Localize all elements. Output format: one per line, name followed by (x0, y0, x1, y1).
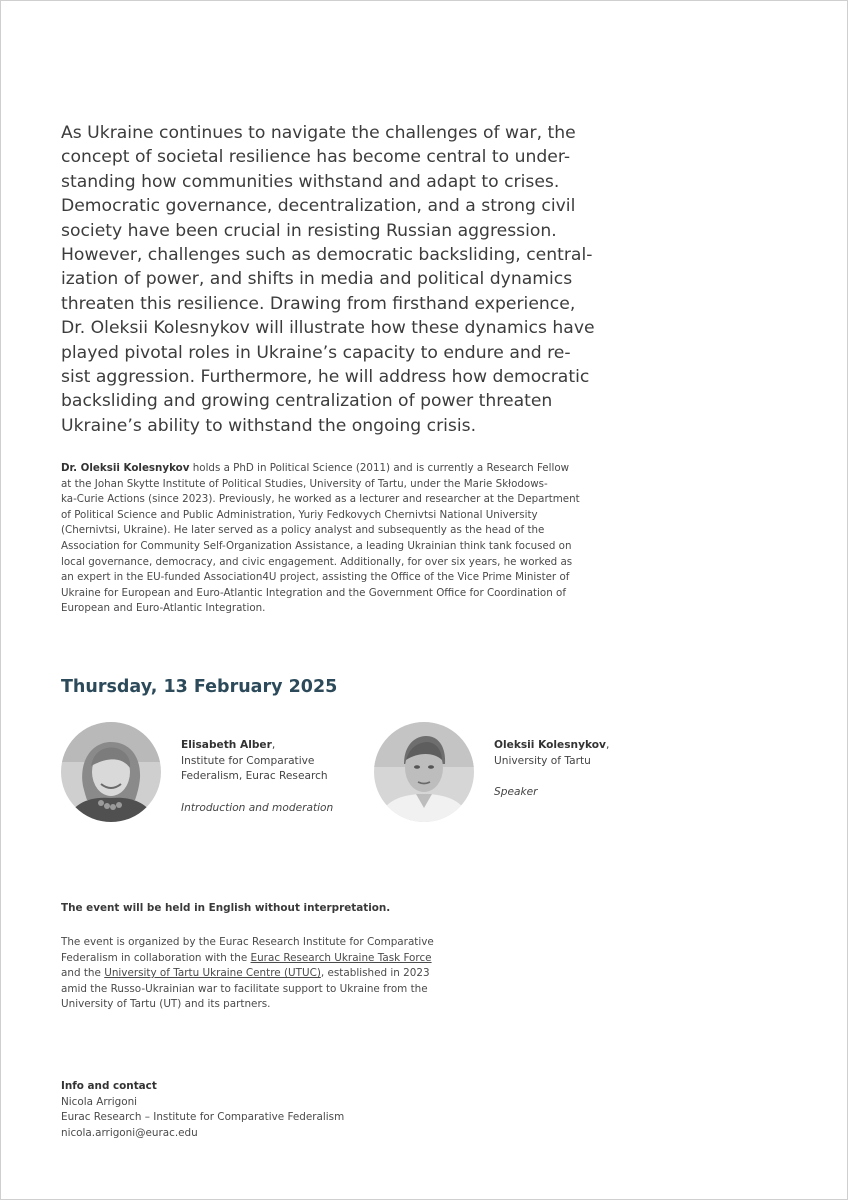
contact-email[interactable]: nicola.arrigoni@eurac.edu (61, 1126, 198, 1139)
lead-line: backsliding and growing centralization of power threaten (61, 391, 553, 412)
organizer-line: University of Tartu (UT) and its partners. (61, 998, 271, 1011)
moderator-role: Introduction and moderation (181, 801, 334, 814)
bio-line: Association for Community Self-Organization Assistance, a leading Ukrainian think tank focused on (61, 539, 572, 552)
bio-text: holds a PhD in Political Science (2011) and is currently a Research Fellow (189, 462, 570, 474)
lead-line: played pivotal roles in Ukraine’s capacity to endure and re- (61, 342, 571, 363)
event-date-heading: Thursday, 13 February 2025 (61, 677, 338, 697)
organizer-line (61, 951, 481, 967)
speaker-info (494, 738, 609, 801)
lead-line: standing how communities withstand and adapt to crises. (61, 171, 560, 192)
bio-speaker-name: Dr. Oleksii Kolesnykov (61, 462, 190, 474)
organizer-paragraph (61, 935, 481, 1013)
speaker-photo (374, 722, 474, 822)
contact-heading: Info and contact (61, 1080, 157, 1092)
utuc-link[interactable]: University of Tartu Ukraine Centre (UTUC) (104, 967, 321, 980)
speaker-role: Speaker (494, 786, 538, 799)
bio-line: Ukraine for European and Euro-Atlantic Integration and the Government Office for Coordination of (61, 586, 566, 599)
lead-paragraph (61, 121, 621, 438)
lead-line: threaten this resilience. Drawing from firsthand experience, (61, 293, 576, 314)
contact-organization: Eurac Research – Institute for Comparative Federalism (61, 1111, 345, 1124)
speaker-bio (61, 461, 621, 617)
bio-line: European and Euro-Atlantic Integration. (61, 602, 266, 615)
organizer-text: , established in 2023 (320, 967, 430, 980)
speaker-affiliation: University of Tartu (494, 754, 591, 767)
lead-line: However, challenges such as democratic backsliding, central- (61, 245, 593, 266)
lead-line: sist aggression. Furthermore, he will address how democratic (61, 367, 590, 388)
lead-line: As Ukraine continues to navigate the challenges of war, the (61, 123, 576, 143)
moderator-name-suffix: , (271, 739, 276, 751)
organizer-line: amid the Russo-Ukrainian war to facilitate support to Ukraine from the (61, 982, 428, 995)
moderator-affiliation: Federalism, Eurac Research (181, 770, 328, 783)
organizer-text: Federalism in collaboration with the (61, 951, 251, 964)
lead-line: concept of societal resilience has become central to under- (61, 147, 571, 168)
lead-line: Ukraine’s ability to withstand the ongoing crisis. (61, 415, 477, 436)
moderator-info (181, 738, 333, 816)
bio-line (61, 461, 621, 477)
speaker-name: Oleksii Kolesnykov (494, 739, 606, 751)
bio-line: local governance, democracy, and civic engagement. Additionally, for over six years, he worked as (61, 555, 573, 568)
contact-name: Nicola Arrigoni (61, 1095, 138, 1108)
language-note: The event will be held in English without interpretation. (61, 902, 391, 914)
lead-line: Democratic governance, decentralization, and a strong civil (61, 196, 576, 217)
lead-line: ization of power, and shifts in media and political dynamics (61, 269, 573, 290)
speaker-name-suffix: , (605, 739, 610, 751)
moderator-name: Elisabeth Alber (181, 739, 272, 751)
organizer-text: and the (61, 967, 105, 980)
organizer-line (61, 966, 481, 982)
bio-line: (Chernivtsi, Ukraine). He later served as a policy analyst and subsequently as the head of the (61, 524, 545, 537)
moderator-name-line (181, 738, 333, 754)
bio-line: an expert in the EU-funded Association4U project, assisting the Office of the Vice Prime Minister of (61, 571, 570, 584)
moderator-photo (61, 722, 161, 822)
ukraine-task-force-link[interactable]: Eurac Research Ukraine Task Force (250, 951, 432, 964)
lead-line: society have been crucial in resisting Russian aggression. (61, 220, 557, 241)
contact-block (61, 1079, 344, 1141)
bio-line: at the Johan Skytte Institute of Political Studies, University of Tartu, under the Marie Skłodows- (61, 477, 548, 490)
organizer-line: The event is organized by the Eurac Research Institute for Comparative (61, 936, 434, 948)
moderator-affiliation: Institute for Comparative (181, 754, 315, 767)
lead-line: Dr. Oleksii Kolesnykov will illustrate how these dynamics have (61, 318, 595, 339)
bio-line: ka-Curie Actions (since 2023). Previously, he worked as a lecturer and researcher at the Department (61, 493, 580, 506)
bio-line: of Political Science and Public Administration, Yuriy Fedkovych Chernivtsi National University (61, 508, 538, 521)
speaker-name-line (494, 738, 609, 754)
